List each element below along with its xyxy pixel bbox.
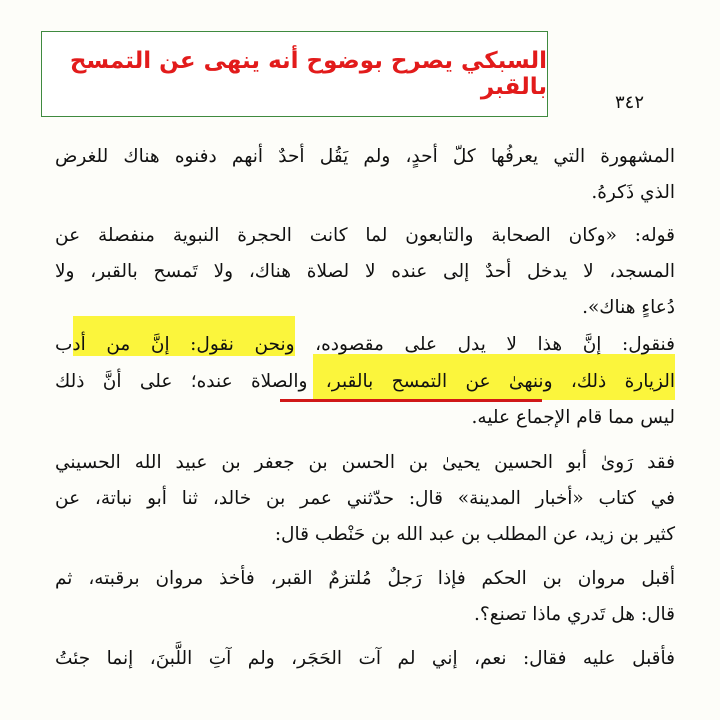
text-line: فنقول: إنَّ هذا لا يدل على مقصوده، ونحن نقول: إنَّ من أدب — [55, 334, 675, 355]
caption-box — [41, 31, 548, 117]
text-line: الزيارة ذلك، وننهىٰ عن التمسح بالقبر، والصلاة عنده؛ على أنَّ ذلك — [55, 371, 675, 392]
text-line: قال: هل تَدري ماذا تصنع؟. — [474, 604, 675, 625]
underline-mark — [280, 399, 542, 402]
page-number: ٣٤٢ — [615, 92, 645, 113]
text-line: المشهورة التي يعرفُها كلّ أحدٍ، ولم يَقُل أحدٌ أنهم دفنوه هناك للغرض — [55, 146, 675, 167]
text-line: الذي ذَكرهُ. — [591, 182, 675, 203]
caption-text: السبكي يصرح بوضوح أنه ينهى عن التمسح بالقبر — [69, 48, 547, 100]
text-line: كثير بن زيد، عن المطلب بن عبد الله بن حَنْطب قال: — [274, 524, 675, 545]
text-line: المسجد، لا يدخل أحدٌ إلى عنده لا لصلاة هناك، ولا تَمسح بالقبر، ولا — [55, 261, 675, 282]
text-line: في كتاب «أخبار المدينة» قال: حدّثني عمر بن خالد، ثنا أبو نباتة، عن — [55, 488, 675, 509]
text-line: فأقبل عليه فقال: نعم، إني لم آت الحَجَر، ولم آتِ اللَّبنَ، إنما جئتُ — [55, 648, 675, 669]
text-line: دُعاءٍ هناك». — [582, 297, 675, 318]
text-line: فقد رَوىٰ أبو الحسين يحيىٰ بن الحسن بن جعفر بن عبيد الله الحسيني — [55, 452, 675, 473]
text-line: قوله: «وكان الصحابة والتابعون لما كانت الحجرة النبوية منفصلة عن — [55, 225, 675, 246]
text-line: أقبل مروان بن الحكم فإذا رَجلٌ مُلتزمٌ القبر، فأخذ مروان برقبته، ثم — [55, 568, 675, 589]
text-line: ليس مما قام الإجماع عليه. — [471, 407, 675, 428]
